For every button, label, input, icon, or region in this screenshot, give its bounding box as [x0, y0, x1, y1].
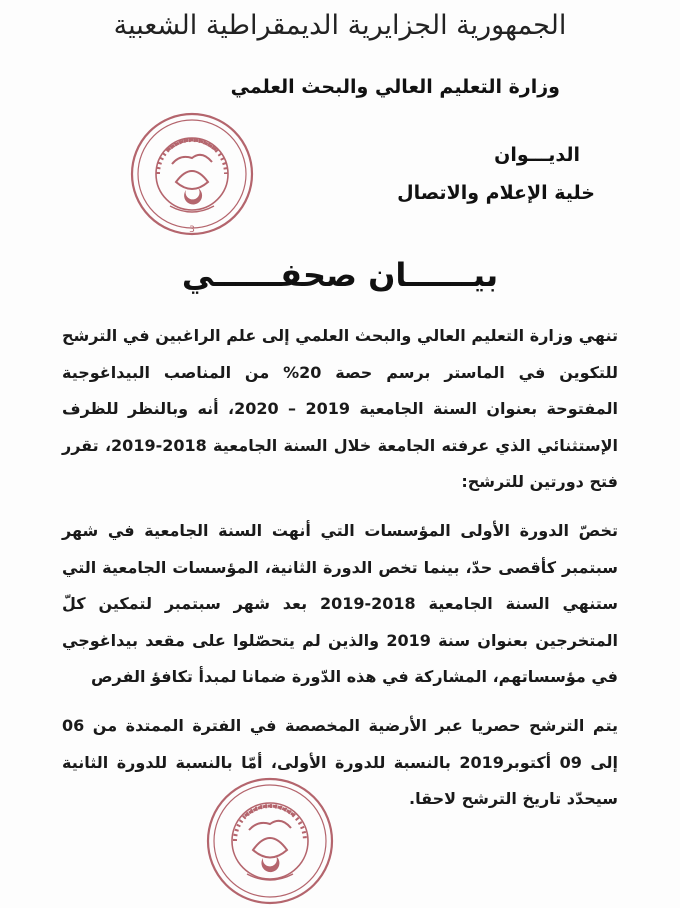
paragraph-dates: يتم الترشح حصريا عبر الأرضية المخصصة في الفترة الممتدة من 06 إلى 09 أكتوبر2019 بالنسبة للدورة الأولى، أمّا بالنسبة للدورة الثانية سيحدّد تاريخ الترشح لاحقا.	[62, 716, 618, 808]
official-stamp-top	[128, 110, 256, 238]
communication-cell-heading: خلية الإعلام والاتصال	[397, 182, 595, 204]
office-heading: الديـــوان	[494, 144, 580, 166]
republic-heading: الجمهورية الجزايرية الديمقراطية الشعبية	[113, 10, 567, 41]
official-stamp-bottom	[203, 774, 337, 908]
paragraph-intro: تنهي وزارة التعليم العالي والبحث العلمي إلى علم الراغبين في الترشح للتكوين في الماستر برسم حصة 20% من المناصب البيداغوجية المفتوحة بعنوان السنة الجامعية 2019 – 2020، أنه وبالنظر للظرف الإستثنائي الذي عرفته الجامعة خلال السنة الجامعية 2018-2019، تقرر فتح دورتين للترشح:	[62, 326, 619, 491]
press-release-title: بيــــــان صحفــــــي	[181, 256, 499, 294]
ministry-heading: وزارة التعليم العالي والبحث العلمي	[230, 76, 560, 98]
paragraph-sessions: تخصّ الدورة الأولى المؤسسات التي أنهت السنة الجامعية في شهر سبتمبر كأقصى حدّ، بينما تخص الدورة الثانية، المؤسسات الجامعية التي ستنهي السنة الجامعية 2018-2019 بعد شهر سبتمبر لتمكين كلّ المتخرجين بعنوان سنة 2019 والذين لم يتحصّلوا على مقعد بيداغوجي في مؤسساتهم، المشاركة في هذه الدّورة ضمانا لمبدأ تكافؤ الفرص	[62, 521, 619, 686]
stamp-number: 3	[189, 225, 195, 235]
